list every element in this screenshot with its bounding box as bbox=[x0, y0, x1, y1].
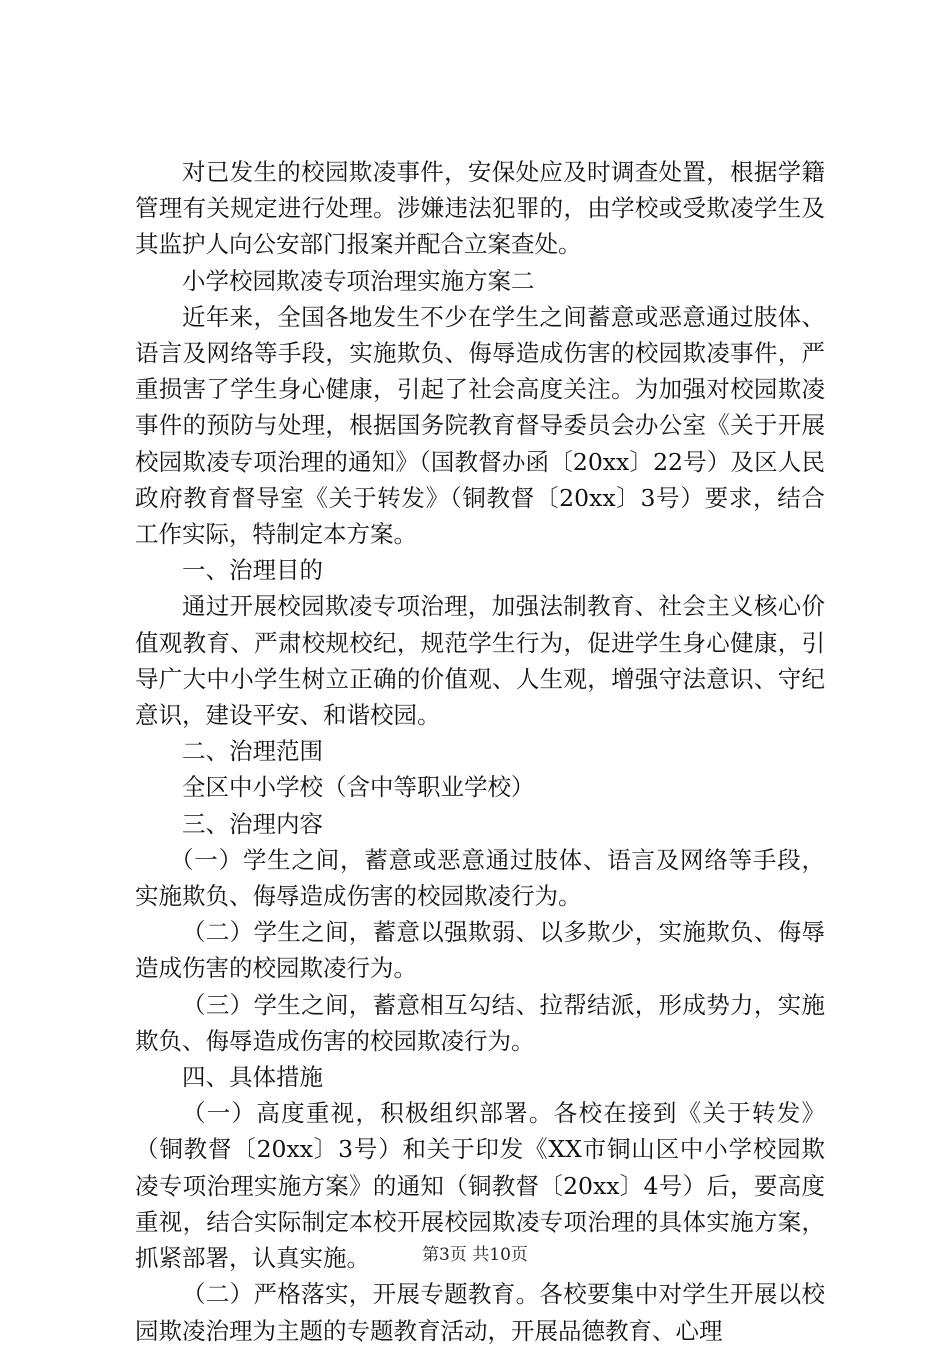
section-heading: 四、具体措施 bbox=[182, 1063, 323, 1092]
list-item: （一）学生之间，蓄意或恶意通过肢体、语言及网络等手段，实施欺负、侮辱造成伤害的校园欺凌行为。 bbox=[135, 845, 825, 911]
section-heading: 三、治理内容 bbox=[182, 809, 323, 838]
list-item: （二）严格落实，开展专题教育。各校要集中对学生开展以校园欺凌治理为主题的专题教育活动，开展品德教育、心理 bbox=[135, 1280, 825, 1345]
paragraph: 近年来，全国各地发生不少在学生之间蓄意或恶意通过肢体、语言及网络等手段，实施欺负、侮辱造成伤害的校园欺凌事件，严重损害了学生身心健康，引起了社会高度关注。为加强对校园欺凌事件的预防与处理，根据国务院教育督导委员会办公室《关于开展校园欺凌专项治理的通知》（国教督办函〔20xx〕22号）及区人民政府教育督导室《关于转发》（铜教督〔20xx〕3号）要求，结合工作实际，特制定本方案。 bbox=[135, 302, 825, 549]
page-footer bbox=[0, 1245, 950, 1265]
page-number: 第3页 共10页 bbox=[422, 1245, 528, 1265]
paragraph: 通过开展校园欺凌专项治理，加强法制教育、社会主义核心价值观教育、严肃校规校纪，规范学生行为，促进学生身心健康，引导广大中小学生树立正确的价值观、人生观，增强守法意识、守纪意识，建设平安、和谐校园。 bbox=[135, 592, 825, 730]
section-heading: 一、治理目的 bbox=[182, 556, 323, 585]
section-heading: 小学校园欺凌专项治理实施方案二 bbox=[182, 266, 535, 295]
list-item: （二）学生之间，蓄意以强欺弱、以多欺少，实施欺负、侮辱造成伤害的校园欺凌行为。 bbox=[135, 918, 825, 983]
list-item: （三）学生之间，蓄意相互勾结、拉帮结派，形成势力，实施欺负、侮辱造成伤害的校园欺凌行为。 bbox=[135, 990, 825, 1055]
section-heading: 二、治理范围 bbox=[182, 737, 323, 766]
document-body bbox=[135, 154, 825, 1349]
paragraph: 对已发生的校园欺凌事件，安保处应及时调查处置，根据学籍管理有关规定进行处理。涉嫌违法犯罪的，由学校或受欺凌学生及其监护人向公安部门报案并配合立案查处。 bbox=[135, 158, 825, 259]
paragraph: 全区中小学校（含中等职业学校） bbox=[182, 773, 535, 802]
list-item: （一）高度重视，积极组织部署。各校在接到《关于转发》（铜教督〔20xx〕3号）和关于印发《XX市铜山区中小学校园欺凌专项治理实施方案》的通知（铜教督〔20xx〕4号）后，要高度重视，结合实际制定本校开展校园欺凌专项治理的具体实施方案，抓紧部署，认真实施。 bbox=[135, 1099, 825, 1273]
